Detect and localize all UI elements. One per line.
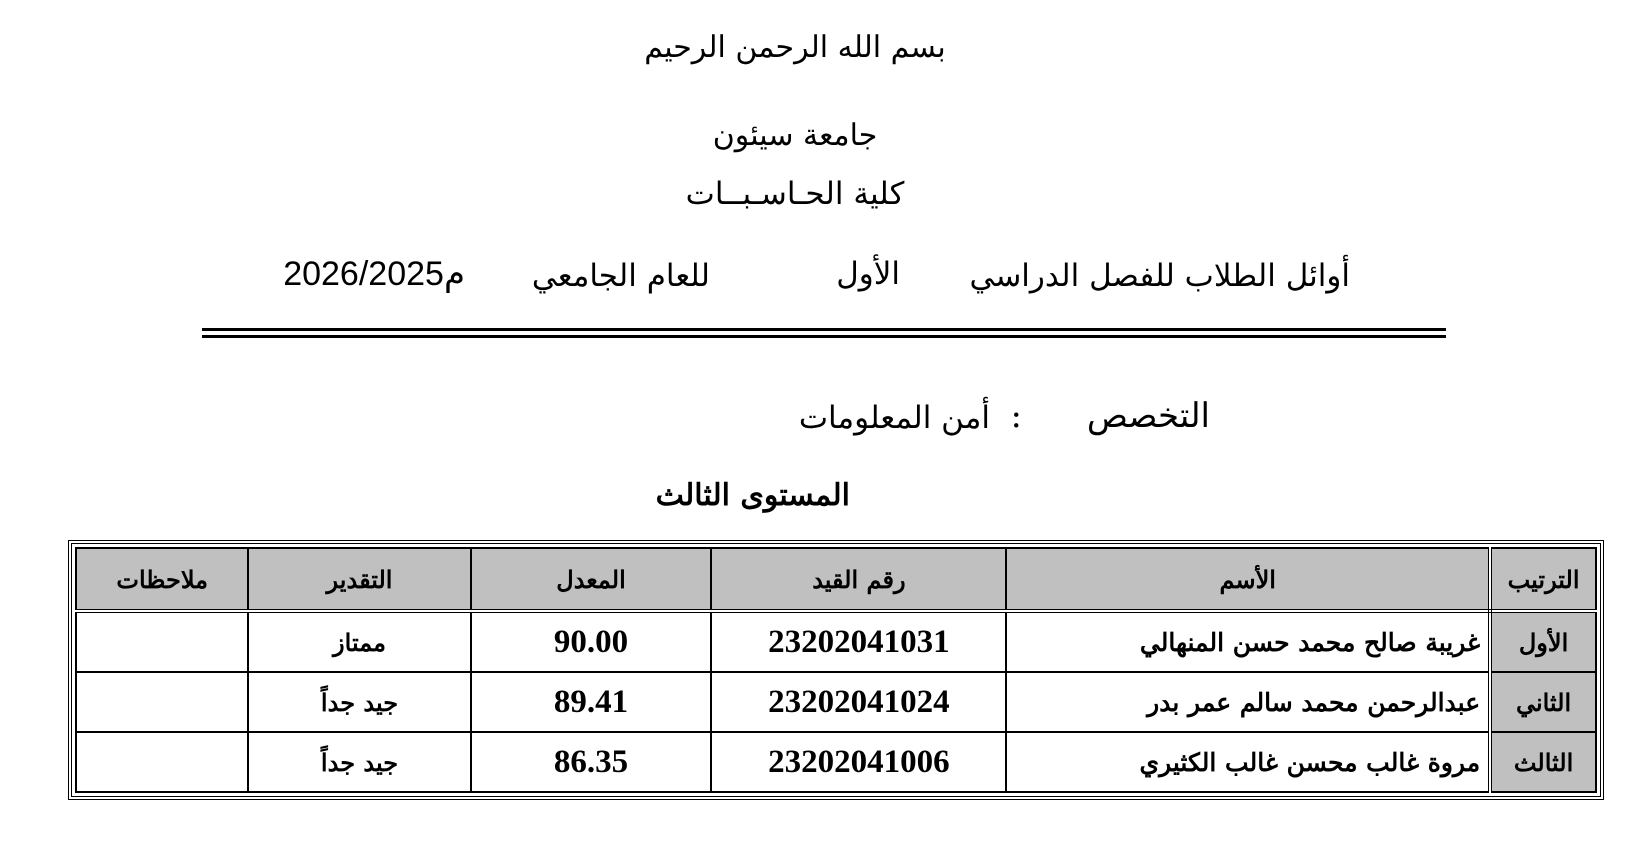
table-row bbox=[76, 611, 1596, 672]
table-header-row bbox=[76, 548, 1596, 611]
specialization-value: أمن المعلومات bbox=[798, 400, 990, 436]
honor-list-title: أوائل الطلاب للفصل الدراسي bbox=[969, 258, 1350, 294]
university-name: جامعة سيئون bbox=[712, 118, 878, 153]
double-divider bbox=[202, 328, 1446, 338]
table-row bbox=[76, 732, 1596, 792]
row-notes bbox=[76, 672, 248, 732]
level-heading: المستوى الثالث bbox=[655, 478, 850, 513]
row-notes bbox=[76, 611, 248, 672]
row-grade: جيد جداً bbox=[248, 732, 470, 792]
header-rank: الترتيب bbox=[1490, 548, 1596, 611]
header-id: رقم القيد bbox=[711, 548, 1006, 611]
row-gpa: 86.35 bbox=[471, 732, 712, 792]
row-rank: الأول bbox=[1490, 611, 1596, 672]
specialization-colon: : bbox=[1010, 396, 1022, 436]
row-name: غريبة صالح محمد حسن المنهالي bbox=[1006, 611, 1490, 672]
row-name: مروة غالب محسن غالب الكثيري bbox=[1006, 732, 1490, 792]
basmala: بسم الله الرحمن الرحيم bbox=[644, 30, 946, 65]
row-id: 23202041006 bbox=[711, 732, 1006, 792]
header-gpa: المعدل bbox=[471, 548, 712, 611]
row-gpa: 90.00 bbox=[471, 611, 712, 672]
specialization-label: التخصص bbox=[1086, 396, 1210, 436]
row-grade: ممتاز bbox=[248, 611, 470, 672]
results-table-frame bbox=[68, 540, 1604, 800]
row-notes bbox=[76, 732, 248, 792]
college-name: كلية الحـاسـبــات bbox=[685, 176, 905, 212]
row-rank: الثالث bbox=[1490, 732, 1596, 792]
academic-year-label: للعام الجامعي bbox=[531, 258, 710, 294]
semester-value: الأول bbox=[836, 256, 900, 292]
row-id: 23202041031 bbox=[711, 611, 1006, 672]
row-rank: الثاني bbox=[1490, 672, 1596, 732]
results-table bbox=[75, 547, 1597, 793]
header-notes: ملاحظات bbox=[76, 548, 248, 611]
table-row bbox=[76, 672, 1596, 732]
header-name: الأسم bbox=[1006, 548, 1490, 611]
row-grade: جيد جداً bbox=[248, 672, 470, 732]
header-grade: التقدير bbox=[248, 548, 470, 611]
row-name: عبدالرحمن محمد سالم عمر بدر bbox=[1006, 672, 1490, 732]
academic-year-value: 2026/2025م bbox=[283, 255, 465, 293]
row-gpa: 89.41 bbox=[471, 672, 712, 732]
row-id: 23202041024 bbox=[711, 672, 1006, 732]
